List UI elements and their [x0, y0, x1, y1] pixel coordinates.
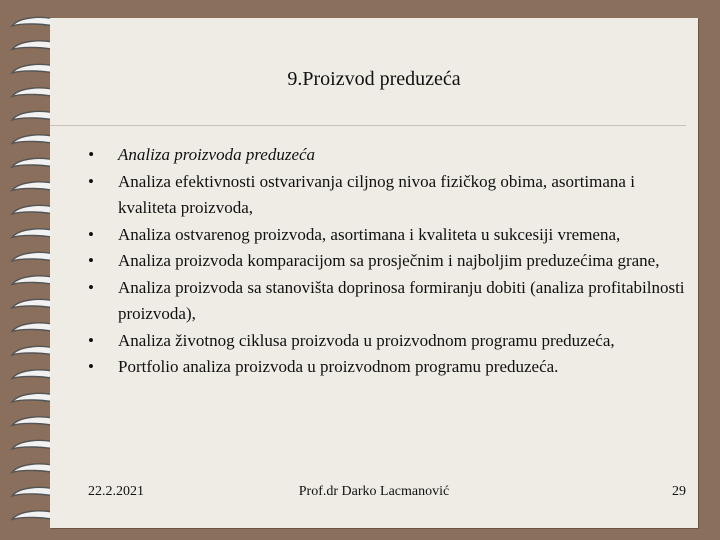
- footer-author: Prof.dr Darko Lacmanović: [298, 484, 450, 499]
- bullet-item: • Analiza efektivnosti ostvarivanja ciljnog nivoa fizičkog obima, asortimana i kvaliteta proizvoda,: [86, 169, 686, 222]
- slide-page: [50, 18, 698, 528]
- bullet-item: • Analiza proizvoda komparacijom sa prosječnim i najboljim preduzećima grane,: [86, 248, 686, 275]
- bullet-item: • Analiza proizvoda sa stanovišta doprinosa formiranju dobiti (analiza profitabilnosti proizvoda),: [86, 275, 686, 328]
- footer-page-number: 29: [672, 484, 686, 499]
- bullet-item: • Analiza životnog ciklusa proizvoda u proizvodnom programu preduzeća,: [86, 328, 686, 355]
- bullet-item: • Portfolio analiza proizvoda u proizvodnom programu preduzeća.: [86, 354, 686, 381]
- bullet-item: • Analiza ostvarenog proizvoda, asortimana i kvaliteta u sukcesiji vremena,: [86, 222, 686, 249]
- slide-title: 9.Proizvod preduzeća: [287, 68, 461, 90]
- footer-date: 22.2.2021: [88, 484, 144, 499]
- bullet-item: • Analiza proizvoda preduzeća: [86, 142, 686, 169]
- bullet-list: [86, 142, 686, 381]
- title-divider: [50, 125, 686, 126]
